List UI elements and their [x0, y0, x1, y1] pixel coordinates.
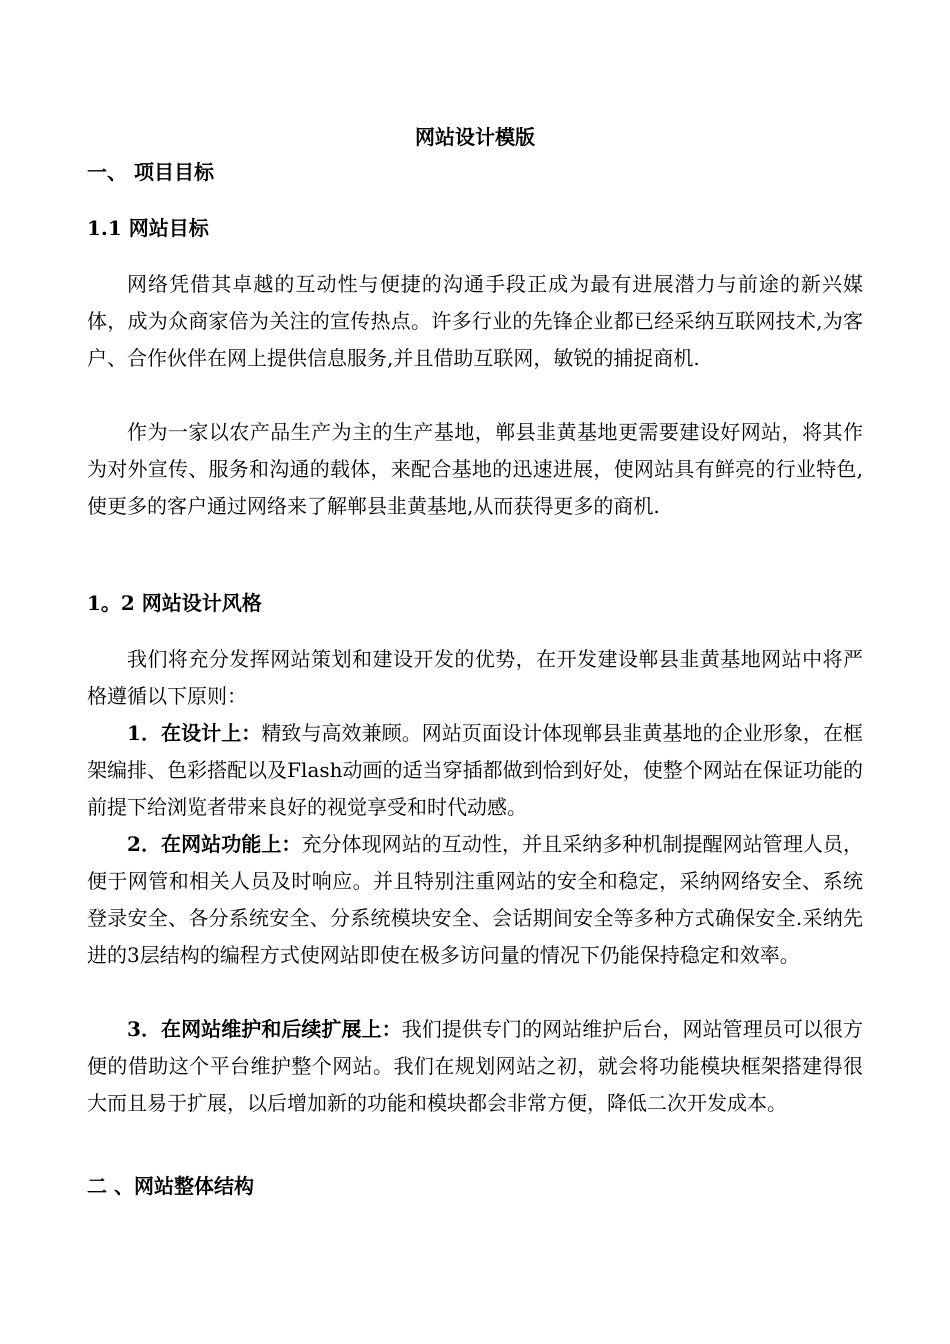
- subsection-heading-design-style: 1。2 网站设计风格: [87, 591, 262, 615]
- paragraph-website-goals-2: 作为一家以农产品生产为主的生产基地，郸县韭黄基地更需要建设好网站，将其作为对外宣传、服务和沟通的载体，来配合基地的迅速进展，使网站具有鲜亮的行业特色,使更多的客户通过网络来了解郸县韭黄基地,从而获得更多的商机.: [87, 420, 863, 518]
- principle-design-text: 精致与高效兼顾。网站页面设计体现郸县韭黄基地的企业形象，在框架编排、色彩搭配以及Flash动画的适当穿插都做到恰到好处，使整个网站在保证功能的前提下给浏览者带来良好的视觉享受和时代动感。: [87, 721, 864, 819]
- principle-design-lead: 1．在设计上：: [127, 721, 262, 745]
- paragraph-website-goals-1: 网络凭借其卓越的互动性与便捷的沟通手段正成为最有进展潜力与前途的新兴媒体，成为众商家倍为关注的宣传热点。许多行业的先锋企业都已经采纳互联网技术,为客户、合作伙伴在网上提供信息服务,并且借助互联网，敏锐的捕捉商机.: [87, 272, 863, 370]
- paragraph-design-style-intro: 我们将充分发挥网站策划和建设开发的优势，在开发建设郸县韭黄基地网站中将严格遵循以下原则：: [87, 647, 863, 708]
- document-title: 网站设计模版: [415, 125, 535, 149]
- section-heading-project-goals: 一、 项目目标: [87, 160, 214, 184]
- subsection-heading-website-goals: 1.1 网站目标: [87, 216, 209, 240]
- section-heading-overall-structure: 二 、网站整体结构: [87, 1174, 254, 1198]
- principle-design: [87, 715, 863, 826]
- principle-maintenance: [87, 1011, 863, 1122]
- principle-maintenance-text: 我们提供专门的网站维护后台，网站管理员可以很方便的借助这个平台维护整个网站。我们在规划网站之初，就会将功能模块框架搭建得很大而且易于扩展，以后增加新的功能和模块都会非常方便，降低二次开发成本。: [87, 1017, 864, 1115]
- principle-function-lead: 2．在网站功能上：: [127, 832, 302, 856]
- principle-function: [87, 826, 863, 974]
- principle-function-text: 充分体现网站的互动性，并且采纳多种机制提醒网站管理人员，便于网管和相关人员及时响应。并且特别注重网站的安全和稳定，采纳网络安全、系统登录安全、各分系统安全、分系统模块安全、会话期间安全等多种方式确保安全.采纳先进的3层结构的编程方式使网站即使在极多访问量的情况下仍能保持稳定和效率。: [87, 832, 863, 967]
- principle-maintenance-lead: 3．在网站维护和后续扩展上：: [127, 1017, 402, 1041]
